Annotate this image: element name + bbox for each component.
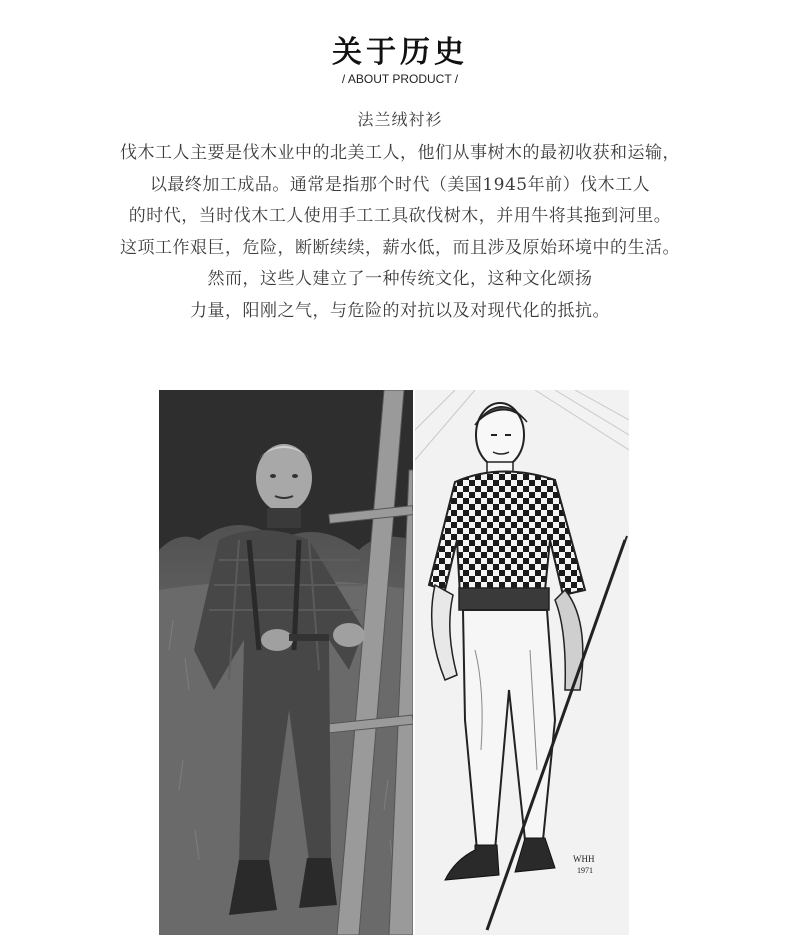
paragraph-line: 这项工作艰巨，危险，断断续续，薪水低，而且涉及原始环境中的生活。 — [120, 237, 680, 258]
sketch-signature: WHH — [573, 854, 595, 864]
paragraph-line: 伐木工人主要是伐木业中的北美工人，他们从事树木的最初收获和运输， — [120, 143, 680, 163]
paragraph-line: 以最终加工成品。通常是指那个时代（美国1945年前）伐木工人 — [149, 174, 651, 195]
lumberjack-photo — [159, 390, 413, 935]
intro-text — [0, 108, 800, 327]
sketch-signature-year: 1971 — [577, 866, 593, 875]
paragraph-line: 力量，阳刚之气，与危险的对抗以及对现代化的抵抗。 — [190, 300, 610, 321]
section-header — [0, 34, 800, 86]
section-subtitle: / ABOUT PRODUCT / — [341, 72, 459, 86]
paragraph-line: 的时代，当时伐木工人使用手工工具砍伐树木，并用牛将其拖到河里。 — [128, 206, 672, 226]
paragraph-line: 然而，这些人建立了一种传统文化，这种文化颂扬 — [207, 269, 593, 289]
lumberjack-sketch — [415, 390, 629, 935]
photo-gallery — [159, 390, 629, 935]
section-title: 关于历史 — [332, 35, 468, 70]
product-name: 法兰绒衬衫 — [357, 110, 443, 129]
